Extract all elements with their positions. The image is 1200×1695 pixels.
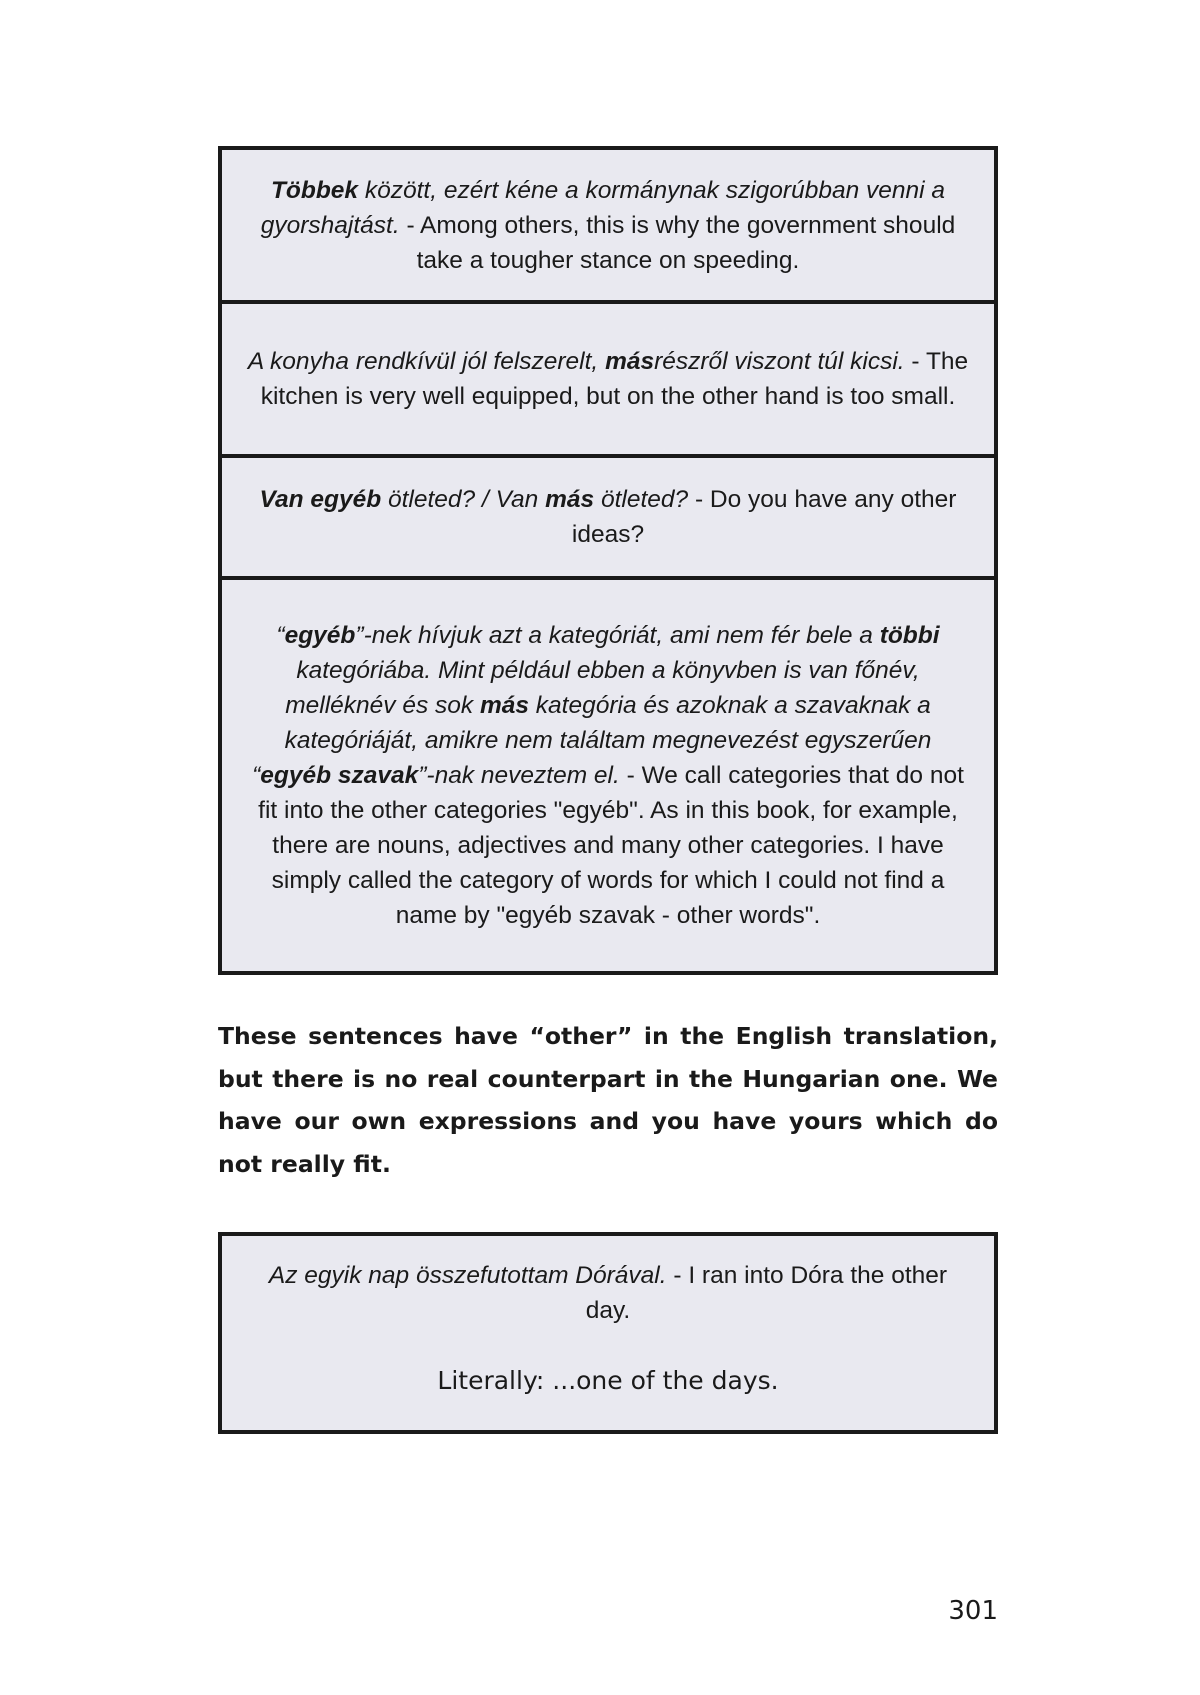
highlighted-word: Többek xyxy=(270,176,359,204)
english-translation: - The kitchen is very well equipped, but on the other hand is too small. xyxy=(260,348,969,410)
hungarian-text: A konyha rendkívül jól felszerelt, xyxy=(247,348,606,375)
example-text xyxy=(244,173,972,278)
highlighted-word: egyéb xyxy=(284,622,356,649)
example-text: “egyéb”-nek hívjuk azt a kategóriát, ami nem fér bele a többi kategóriába. Mint például ebben a könyvben is van főnév, melléknév és sok más kategória és azoknak a szavaknak a kategóriáját, amikre nem találtam megnevezést egyszerűen “egyéb szavak”-nak neveztem el. - We call categories that do not fit into the other categories "egyéb". As in this book, for example, there are nouns, adjectives and many other categories. I have simply called the category of words for which I could not find a name by "egyéb szavak - other words". xyxy=(252,622,964,929)
explanation-paragraph: These sentences have “other” in the English translation, but there is no real counterpart in the Hungarian one. We have our own expressions and you have yours which do not really fit. xyxy=(218,1022,998,1178)
examples-table xyxy=(218,146,998,975)
hungarian-text: Az egyik nap összefutottam Dórával. xyxy=(268,1262,667,1289)
highlighted-word: többi xyxy=(879,622,940,649)
hungarian-text: részről viszont túl kicsi. xyxy=(654,348,905,375)
english-translation: - Among others, this is why the government should take a tougher stance on speeding. xyxy=(399,211,956,274)
highlighted-word: más xyxy=(605,348,655,375)
english-translation: - We call categories that do not fit into the other categories "egyéb". As in this book, for example, there are nouns, adjectives and many other categories. I have simply called the category of words for which I could not find a name by "egyéb szavak - other words". xyxy=(258,762,964,929)
page-number: 301 xyxy=(948,1596,998,1626)
example-row xyxy=(222,150,994,304)
literal-translation: Literally: ...one of the days. xyxy=(437,1366,779,1395)
example-row xyxy=(222,458,994,580)
english-translation: - I ran into Dóra the other day. xyxy=(585,1262,948,1324)
highlighted-word: más xyxy=(545,486,595,513)
hungarian-text: ötleted? xyxy=(594,486,689,513)
highlighted-word: egyéb szavak xyxy=(260,762,419,789)
highlighted-word: más xyxy=(479,692,529,719)
example-row xyxy=(222,580,994,971)
example-text xyxy=(244,482,972,552)
example-box xyxy=(218,1232,998,1434)
hungarian-text: kategóriába. Mint például ebben a könyvben is van főnév, melléknév és sok xyxy=(285,657,920,719)
hungarian-text: ”-nak neveztem el. xyxy=(418,762,620,789)
example-text xyxy=(244,344,972,414)
hungarian-text: ötleted? / Van xyxy=(381,486,546,513)
highlighted-word: Van egyéb xyxy=(259,486,382,513)
hungarian-text: között, ezért kéne a kormánynak szigorúbban venni a gyorshajtást. xyxy=(260,176,946,239)
example-text xyxy=(248,1258,968,1328)
english-translation: - Do you have any other ideas? xyxy=(571,486,957,548)
hungarian-text: kategória és azoknak a szavaknak a kategóriáját, amikre nem találtam megnevezést egyszerűen xyxy=(284,692,932,754)
hungarian-text: ”-nek hívjuk azt a kategóriát, ami nem fér bele a xyxy=(355,622,880,649)
example-row xyxy=(222,304,994,458)
